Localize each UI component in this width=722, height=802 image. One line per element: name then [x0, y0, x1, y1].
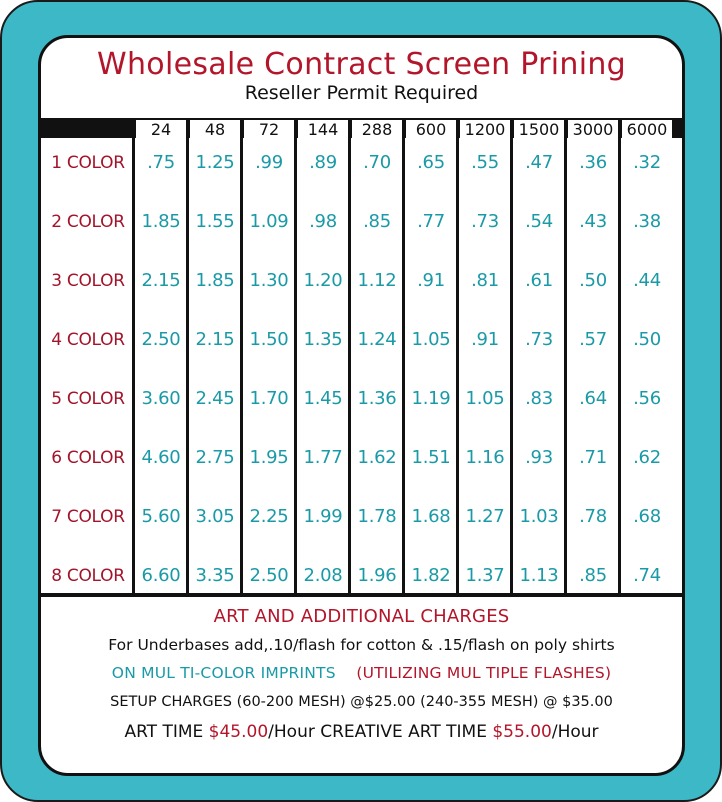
price-cell: .68 [633, 506, 661, 527]
price-cell: 1.19 [411, 388, 451, 409]
price-cell: 2.25 [249, 506, 289, 527]
price-cell: .91 [471, 329, 499, 350]
art-time-line [41, 722, 682, 742]
color-count-label: 3 COLOR [51, 271, 125, 291]
price-cell: .56 [633, 388, 661, 409]
price-cell: 5.60 [141, 506, 181, 527]
price-cell: 1.78 [357, 506, 397, 527]
art-time-unit: /Hour [268, 722, 321, 742]
price-cell: .54 [525, 211, 553, 232]
price-cell: 2.50 [141, 329, 181, 350]
price-cell: 1.13 [519, 565, 559, 586]
price-cell: 1.03 [519, 506, 559, 527]
price-cell: .93 [525, 447, 553, 468]
price-cell: 2.15 [141, 270, 181, 291]
page-subtitle: Reseller Permit Required [244, 82, 479, 104]
price-cell: 1.24 [357, 329, 397, 350]
price-cell: 1.55 [195, 211, 235, 232]
price-cell: .44 [633, 270, 661, 291]
price-cell: .71 [579, 447, 607, 468]
creative-art-label: CREATIVE ART TIME [320, 722, 493, 742]
multicolor-note-a: ON MUL TI-COLOR IMPRINTS [111, 664, 336, 682]
price-cell: .70 [363, 152, 391, 173]
price-cell: 2.45 [195, 388, 235, 409]
price-cell: 1.36 [357, 388, 397, 409]
price-cell: 1.30 [249, 270, 289, 291]
creative-art-price: $55.00 [492, 722, 552, 742]
color-count-label: 8 COLOR [51, 566, 125, 586]
price-cell: .73 [471, 211, 499, 232]
price-cell: .43 [579, 211, 607, 232]
price-cell: 3.60 [141, 388, 181, 409]
price-cell: 1.37 [465, 565, 505, 586]
quantity-header: 24 [136, 120, 186, 140]
price-cell: .50 [633, 329, 661, 350]
multicolor-note [41, 664, 682, 682]
price-cell: .62 [633, 447, 661, 468]
quantity-header: 288 [352, 120, 402, 140]
charges-heading: ART AND ADDITIONAL CHARGES [213, 606, 510, 627]
underbase-note: For Underbases add,.10/flash for cotton & .15/flash on poly shirts [108, 636, 615, 654]
price-cell: .55 [471, 152, 499, 173]
price-cell: 3.05 [195, 506, 235, 527]
price-cell: .61 [525, 270, 553, 291]
quantity-header: 72 [244, 120, 294, 140]
price-cell: .57 [579, 329, 607, 350]
price-cell: 1.99 [303, 506, 343, 527]
price-cell: .47 [525, 152, 553, 173]
price-cell: .38 [633, 211, 661, 232]
quantity-header: 600 [406, 120, 456, 140]
price-cell: 1.12 [357, 270, 397, 291]
price-cell: 1.50 [249, 329, 289, 350]
price-cell: .81 [471, 270, 499, 291]
price-cell: 1.45 [303, 388, 343, 409]
price-cell: .89 [309, 152, 337, 173]
price-cell: .64 [579, 388, 607, 409]
price-cell: .77 [417, 211, 445, 232]
price-cell: .99 [255, 152, 283, 173]
price-cell: 1.96 [357, 565, 397, 586]
color-count-label: 7 COLOR [51, 507, 125, 527]
price-cell: 1.27 [465, 506, 505, 527]
price-cell: .32 [633, 152, 661, 173]
quantity-header: 144 [298, 120, 348, 140]
price-cell: 1.25 [195, 152, 235, 173]
price-cell: 6.60 [141, 565, 181, 586]
price-cell: 1.51 [411, 447, 451, 468]
price-cell: 1.09 [249, 211, 289, 232]
price-cell: 1.85 [141, 211, 181, 232]
price-cell: 1.82 [411, 565, 451, 586]
art-time-price: $45.00 [208, 722, 269, 742]
price-cell: .75 [147, 152, 175, 173]
quantity-header: 48 [190, 120, 240, 140]
footer-divider [41, 593, 682, 597]
price-cell: .78 [579, 506, 607, 527]
price-cell: .73 [525, 329, 553, 350]
price-cell: .98 [309, 211, 337, 232]
price-cell: 1.68 [411, 506, 451, 527]
price-cell: 3.35 [195, 565, 235, 586]
price-card [38, 35, 685, 776]
price-cell: 1.95 [249, 447, 289, 468]
price-cell: .36 [579, 152, 607, 173]
price-cell: 2.50 [249, 565, 289, 586]
price-cell: 1.20 [303, 270, 343, 291]
creative-art-unit: /Hour [551, 722, 599, 742]
price-cell: 1.70 [249, 388, 289, 409]
price-cell: 1.35 [303, 329, 343, 350]
art-time-label: ART TIME [124, 722, 209, 742]
color-count-label: 2 COLOR [51, 212, 125, 232]
quantity-header: 3000 [568, 120, 618, 140]
price-cell: 2.08 [303, 565, 343, 586]
price-cell: .85 [579, 565, 607, 586]
price-cell: 1.05 [411, 329, 451, 350]
price-cell: .65 [417, 152, 445, 173]
price-cell: 1.85 [195, 270, 235, 291]
price-cell: .50 [579, 270, 607, 291]
setup-charges: SETUP CHARGES (60-200 MESH) @$25.00 (240-355 MESH) @ $35.00 [110, 694, 613, 710]
color-count-label: 5 COLOR [51, 389, 125, 409]
price-cell: 1.05 [465, 388, 505, 409]
price-cell: 2.15 [195, 329, 235, 350]
quantity-header: 6000 [622, 120, 672, 140]
price-cell: .85 [363, 211, 391, 232]
price-cell: 1.62 [357, 447, 397, 468]
page-title: Wholesale Contract Screen Prining [97, 47, 626, 82]
price-cell: 1.16 [465, 447, 505, 468]
price-cell: 2.75 [195, 447, 235, 468]
price-cell: 4.60 [141, 447, 181, 468]
quantity-header: 1500 [514, 120, 564, 140]
price-cell: .83 [525, 388, 553, 409]
price-cell: 1.77 [303, 447, 343, 468]
price-cell: .74 [633, 565, 661, 586]
color-count-label: 4 COLOR [51, 330, 125, 350]
multicolor-note-b: (UTILIZING MUL TIPLE FLASHES) [356, 664, 612, 682]
color-count-label: 1 COLOR [51, 153, 125, 173]
price-cell: .91 [417, 270, 445, 291]
quantity-header: 1200 [460, 120, 510, 140]
color-count-label: 6 COLOR [51, 448, 125, 468]
